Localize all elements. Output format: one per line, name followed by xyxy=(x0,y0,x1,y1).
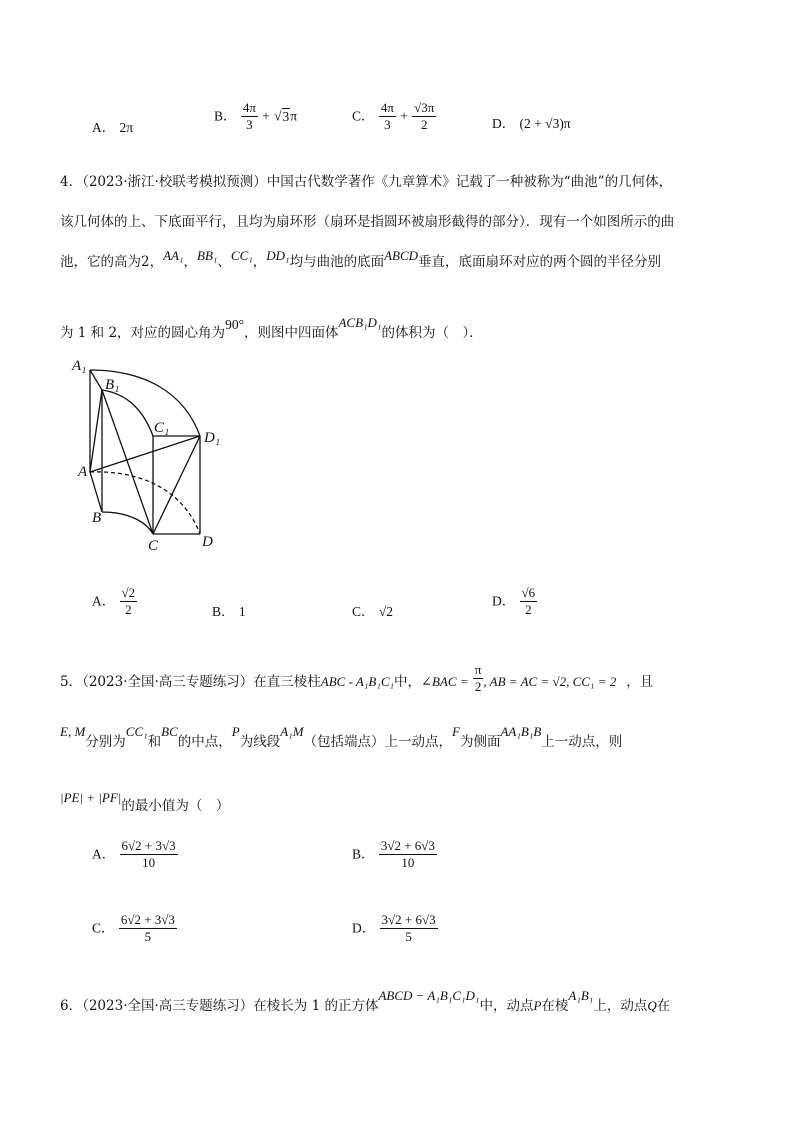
q3-option-d[interactable]: D． (2 + √3)π xyxy=(492,116,571,131)
q4-option-d[interactable]: D． $\frac{√6}{2}$ xyxy=(492,585,536,617)
label-b: B xyxy=(92,510,102,526)
fraction: $\frac{√3\pi}{2}$ xyxy=(414,100,435,132)
q4-option-b[interactable]: B． 1 xyxy=(212,604,246,619)
label-d: D xyxy=(202,534,213,550)
q3-option-b[interactable]: B． $\frac{4\pi}{3}$ + √3π xyxy=(214,100,298,132)
q4-line-3: 池，它的高为2，AA₁，BB₁、CC₁，DD₁均与曲池的底面ABCD垂直，底面扇环对应的两个圆的半径分别 xyxy=(60,248,662,270)
q4-line-1: 4．（2023·浙江·校联考模拟预测）中国古代数学著作《九章算术》记载了一种被称为“曲池”的几何体， xyxy=(60,174,673,190)
q5-line-1: 5．（2023·全国·高三专题练习）在直三棱柱ABC - A₁B₁C₁中，∠BAC = $\frac{\pi}{2}$ , AB = AC = √2, CC₁ = 2 ，且 xyxy=(60,662,654,694)
q5-line-2: E, M分别为CC₁和BC的中点，P为线段A₁M（包括端点）上一动点，F为侧面AA₁B₁B上一动点，则 xyxy=(60,724,623,750)
label-a1: A₁ xyxy=(72,358,87,374)
q3-option-a[interactable]: A． 2π xyxy=(92,120,134,135)
label-c1: C₁ xyxy=(154,420,170,436)
fraction: $\frac{4\pi}{3}$ xyxy=(380,100,394,132)
q4-line-2: 该几何体的上、下底面平行，且均为扇环形（扇环是指圆环被扇形截得的部分）．现有一个如图所示的曲 xyxy=(60,214,675,230)
q5-option-a[interactable]: A． $\frac{6√2 + 3√3}{10}$ xyxy=(92,838,176,870)
label-d1: D₁ xyxy=(204,430,221,446)
label-b1: B₁ xyxy=(105,377,120,393)
q5-option-b[interactable]: B． $\frac{3√2 + 6√3}{10}$ xyxy=(352,838,435,870)
q4-option-a[interactable]: A． $\frac{√2}{2}$ xyxy=(92,585,136,617)
q6-line-1: 6．（2023·全国·高三专题练习）在棱长为 1 的正方体ABCD − A₁B₁C₁D₁中，动点P在棱A₁B₁上，动点Q在 xyxy=(60,988,671,1014)
label-c: C xyxy=(148,538,159,554)
q4-option-c[interactable]: C． √2 xyxy=(352,604,393,619)
label-a: A xyxy=(78,464,88,480)
q3-option-c[interactable]: C． $\frac{4\pi}{3}$ + $\frac{√3\pi}{2}$ xyxy=(352,100,435,132)
q5-line-3: |PE| + |PF|的最小值为（ ） xyxy=(60,790,230,814)
q5-option-c[interactable]: C． $\frac{6√2 + 3√3}{5}$ xyxy=(92,912,175,944)
q4-line-4: 为 1 和 2，对应的圆心角为90°，则图中四面体ACB₁D₁的体积为（ ）． xyxy=(60,315,483,341)
q4-figure xyxy=(64,352,244,557)
q5-option-d[interactable]: D． $\frac{3√2 + 6√3}{5}$ xyxy=(352,912,436,944)
fraction: $\frac{4\pi}{3}$ xyxy=(242,100,256,132)
